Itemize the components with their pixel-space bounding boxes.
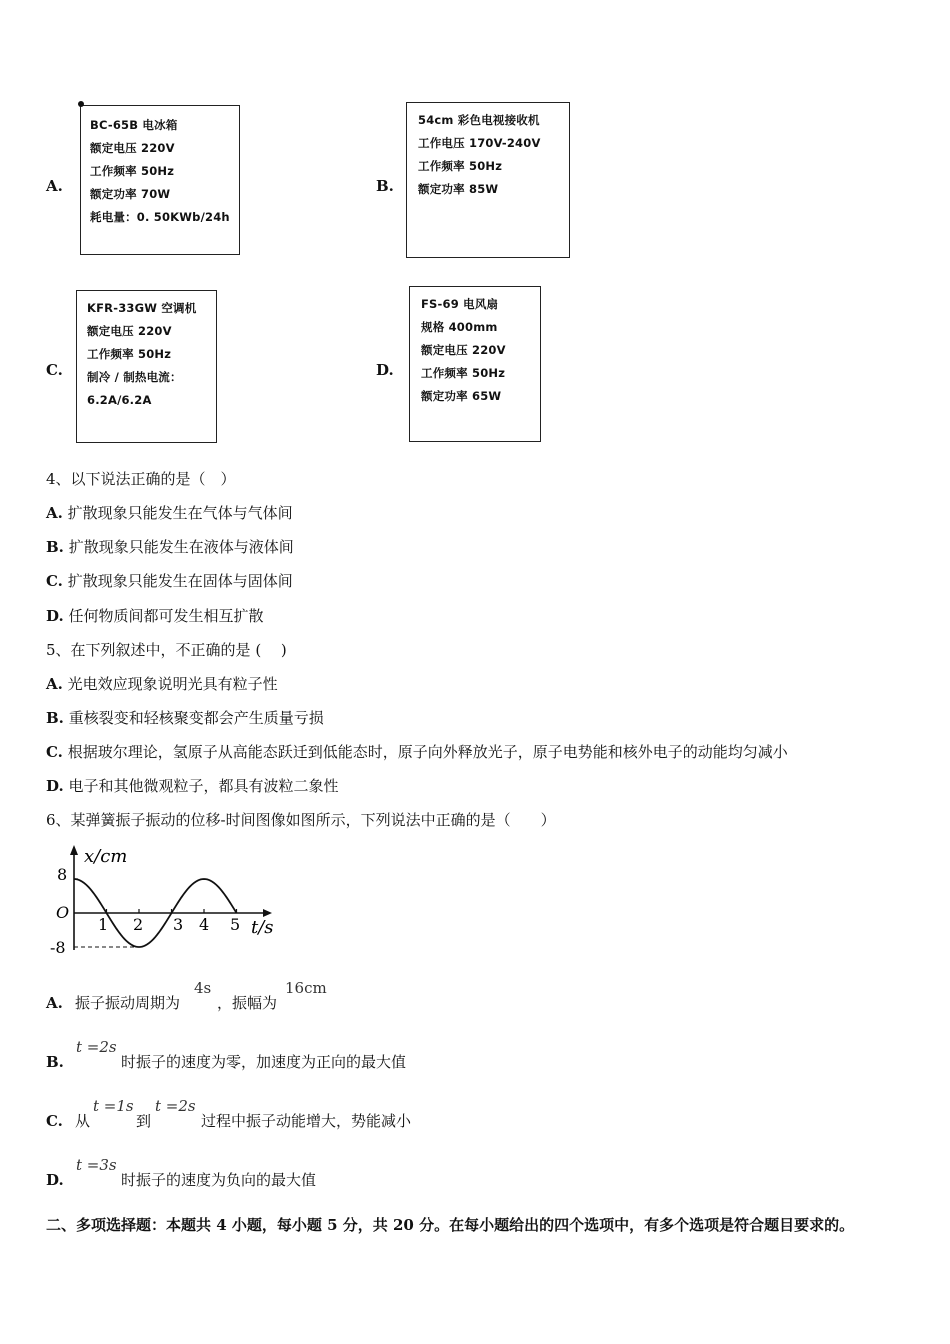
label-line: 额定功率 70W [90, 187, 171, 201]
question-stem: 4、以下说法正确的是（ ） [46, 470, 236, 488]
label-line: 制冷 / 制热电流： [87, 370, 182, 384]
appliance-label-ac [76, 290, 217, 443]
displacement-time-graph [44, 840, 284, 960]
label-line: 额定电压 220V [421, 343, 506, 357]
corner-dot [78, 101, 84, 107]
option-letter: D. [46, 1171, 64, 1189]
label-line: BC-65B 电冰箱 [90, 118, 178, 132]
math-time: t =3s [76, 1156, 117, 1174]
y-axis-label: x/cm [84, 846, 128, 867]
option-text: 重核裂变和轻核聚变都会产生质量亏损 [68, 709, 324, 727]
option-letter: C. [46, 572, 63, 590]
option-b [46, 537, 294, 557]
option-letter: C. [46, 1112, 63, 1130]
option-letter: B. [46, 709, 64, 727]
label-line: 工作频率 50Hz [87, 347, 172, 361]
option-text: 根据玻尔理论，氢原子从高能态跃迁到低能态时，原子向外释放光子，原子电势能和核外电子的动能均匀减小 [67, 743, 788, 761]
option-letter: A. [46, 504, 63, 522]
math-time: t =2s [155, 1097, 196, 1115]
appliance-label-fridge [80, 105, 240, 255]
label-line: 工作频率 50Hz [418, 159, 503, 173]
option-text: 扩散现象只能发生在液体与液体间 [68, 538, 294, 556]
option-b [46, 708, 324, 728]
option-letter: A. [46, 675, 63, 693]
math-amplitude: 16cm [285, 979, 327, 997]
math-time: t =2s [76, 1038, 117, 1056]
x-axis-label: t/s [251, 917, 274, 938]
option-c [46, 742, 788, 762]
math-time: t =1s [93, 1097, 134, 1115]
label-line: FS-69 电风扇 [421, 297, 499, 311]
option-letter: D. [376, 361, 394, 379]
option-d [46, 606, 264, 626]
label-line: 规格 400mm [421, 320, 498, 334]
option-text: 电子和其他微观粒子，都具有波粒二象性 [68, 777, 339, 795]
option-a [46, 674, 278, 694]
label-line: 额定电压 220V [90, 141, 175, 155]
appliance-label-fan [409, 286, 541, 442]
option-text: 到 [136, 1112, 152, 1130]
option-a [46, 503, 293, 523]
x-tick-label: 2 [133, 915, 144, 934]
t-axis-arrow [263, 909, 272, 917]
option-text: 任何物质间都可发生相互扩散 [68, 607, 264, 625]
option-text: 光电效应现象说明光具有粒子性 [67, 675, 278, 693]
option-letter: C. [46, 361, 63, 379]
label-line: 工作频率 50Hz [421, 366, 506, 380]
option-c [46, 571, 293, 591]
x-tick-label: 3 [173, 915, 184, 934]
label-line: 耗电量：0. 50KWb/24h [90, 210, 230, 224]
appliance-label-tv [406, 102, 570, 258]
x-tick-label: 1 [98, 915, 109, 934]
option-letter: D. [46, 777, 64, 795]
y-tick-label: 8 [57, 865, 68, 884]
option-letter: B. [46, 1053, 64, 1071]
option-d [46, 776, 339, 796]
math-period: 4s [194, 979, 212, 997]
option-letter: D. [46, 607, 64, 625]
x-tick-label: 5 [230, 915, 241, 934]
label-line: 工作频率 50Hz [90, 164, 175, 178]
label-line: 6.2A/6.2A [87, 393, 152, 407]
option-letter: A. [46, 177, 63, 195]
x-axis-arrow [70, 845, 78, 855]
label-line: 额定功率 85W [418, 182, 499, 196]
option-text: ，振幅为 [217, 994, 278, 1012]
section-heading: 二、多项选择题：本题共 4 小题，每小题 5 分，共 20 分。在每小题给出的四个选项中，有多个选项是符合题目要求的。 [46, 1216, 855, 1234]
label-line: 54cm 彩色电视接收机 [418, 113, 540, 127]
option-text: 时振子的速度为零，加速度为正向的最大值 [121, 1053, 407, 1071]
origin-label: O [56, 903, 70, 922]
label-line: 额定电压 220V [87, 324, 172, 338]
option-text: 时振子的速度为负向的最大值 [121, 1171, 317, 1189]
x-tick-label: 4 [199, 915, 210, 934]
option-text: 振子振动周期为 [75, 994, 181, 1012]
option-text: 从 [75, 1112, 91, 1130]
option-letter: B. [46, 538, 64, 556]
option-text: 过程中振子动能增大，势能减小 [201, 1112, 412, 1130]
question-stem: 5、在下列叙述中，不正确的是 ( ) [46, 641, 287, 659]
option-letter: B. [376, 177, 394, 195]
question-stem: 6、某弹簧振子振动的位移-时间图像如图所示，下列说法中正确的是（ ） [46, 811, 556, 829]
option-letter: C. [46, 743, 63, 761]
label-line: 额定功率 65W [421, 389, 502, 403]
label-line: KFR-33GW 空调机 [87, 301, 197, 315]
option-text: 扩散现象只能发生在固体与固体间 [67, 572, 293, 590]
label-line: 工作电压 170V-240V [418, 136, 541, 150]
y-tick-label: -8 [50, 938, 66, 957]
option-letter: A. [46, 994, 63, 1012]
option-text: 扩散现象只能发生在气体与气体间 [67, 504, 293, 522]
